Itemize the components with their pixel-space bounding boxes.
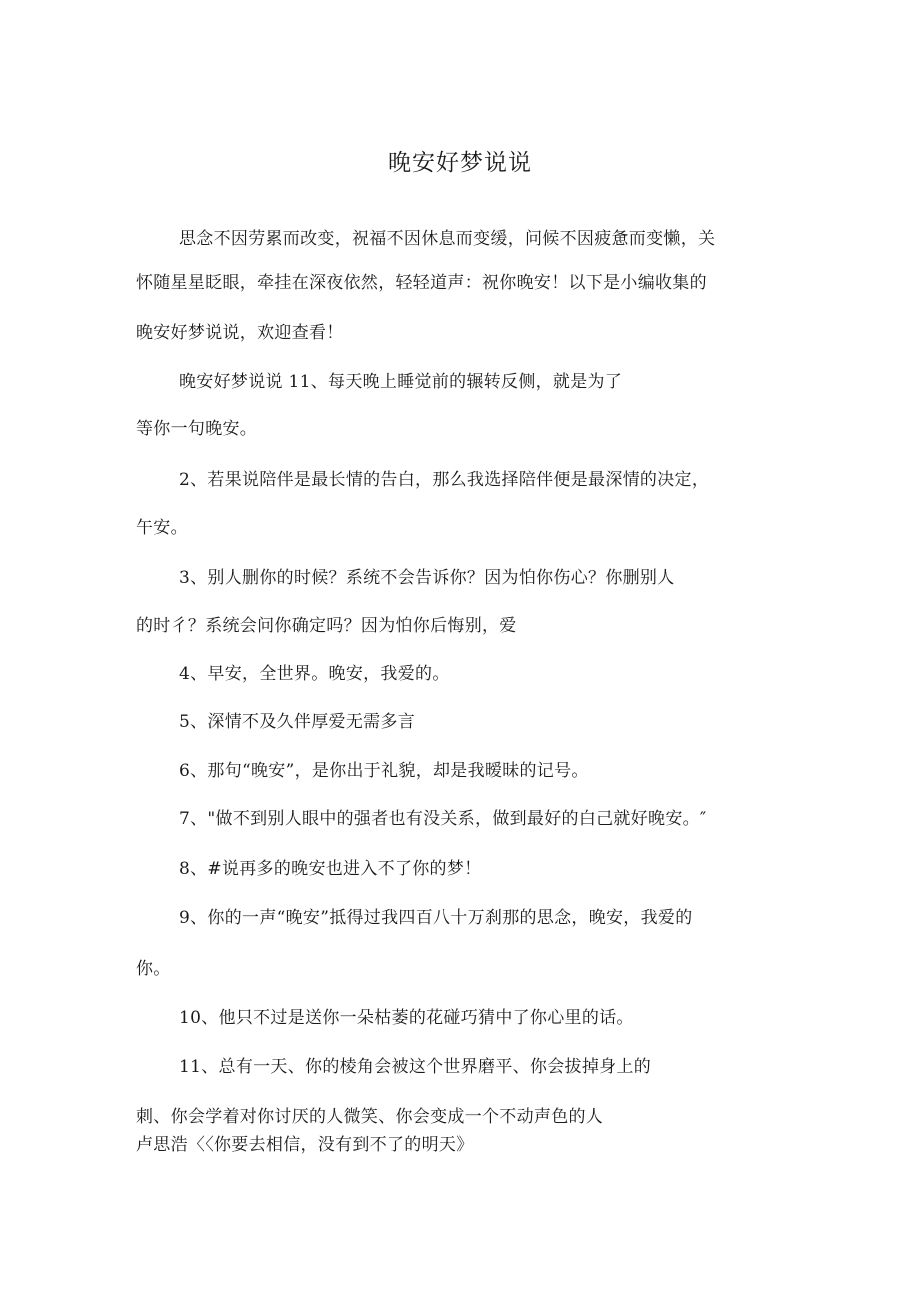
item-line: 10、他只不过是送你一朵枯萎的花碰巧猜中了你心里的话。 [179, 1008, 634, 1028]
item-line: 4、早安，全世界。晚安，我爱的。 [179, 664, 450, 684]
item-line: 8、#说再多的晚安也进入不了你的梦！ [179, 859, 482, 879]
intro-line: 思念不因劳累而改变，祝福不因休息而变缓，问候不因疲惫而变懒，关 [179, 229, 716, 249]
item-line: 5、深情不及久伴厚爱无需多言 [179, 712, 416, 732]
item-line: 7、"做不到别人眼中的强者也有没关系，做到最好的白己就好晚安。″ [179, 809, 707, 829]
item-line: 卢思浩〈〈你要去相信，没有到不了的明天》 [136, 1135, 474, 1155]
intro-line: 晚安好梦说说，欢迎查看！ [136, 323, 344, 343]
item-line: 2、若果说陪伴是最长情的告白，那么我选择陪伴便是最深情的决定， [179, 470, 710, 490]
item-line: 你。 [136, 959, 171, 979]
item-line: 3、别人删你的时候？系统不会告诉你？因为怕你伤心？你删别人 [179, 568, 675, 588]
item-line: 晚安好梦说说 11、每天晚上睡觉前的辗转反侧，就是为了 [179, 372, 623, 392]
item-line: 9、你的一声“晚安”抵得过我四百八十万刹那的思念，晚安，我爱的 [179, 908, 693, 928]
intro-line: 怀随星星眨眼，牵挂在深夜依然，轻轻道声：祝你晚安！以下是小编收集的 [136, 273, 707, 293]
item-line: 6、那句“晚安”，是你出于礼貌，却是我暧昧的记号。 [179, 761, 589, 781]
item-line: 刺、你会学着对你讨厌的人微笑、你会变成一个不动声色的人 [136, 1107, 604, 1127]
item-line: 等你一句晚安。 [136, 419, 258, 439]
document-title: 晚安好梦说说 [388, 150, 532, 176]
item-line: 的时彳？系统会问你确定吗？因为怕你后悔别，爱 [136, 616, 517, 636]
item-line: 午安。 [136, 518, 188, 538]
item-line: 11、总有一天、你的棱角会被这个世界磨平、你会拔掉身上的 [179, 1057, 652, 1077]
